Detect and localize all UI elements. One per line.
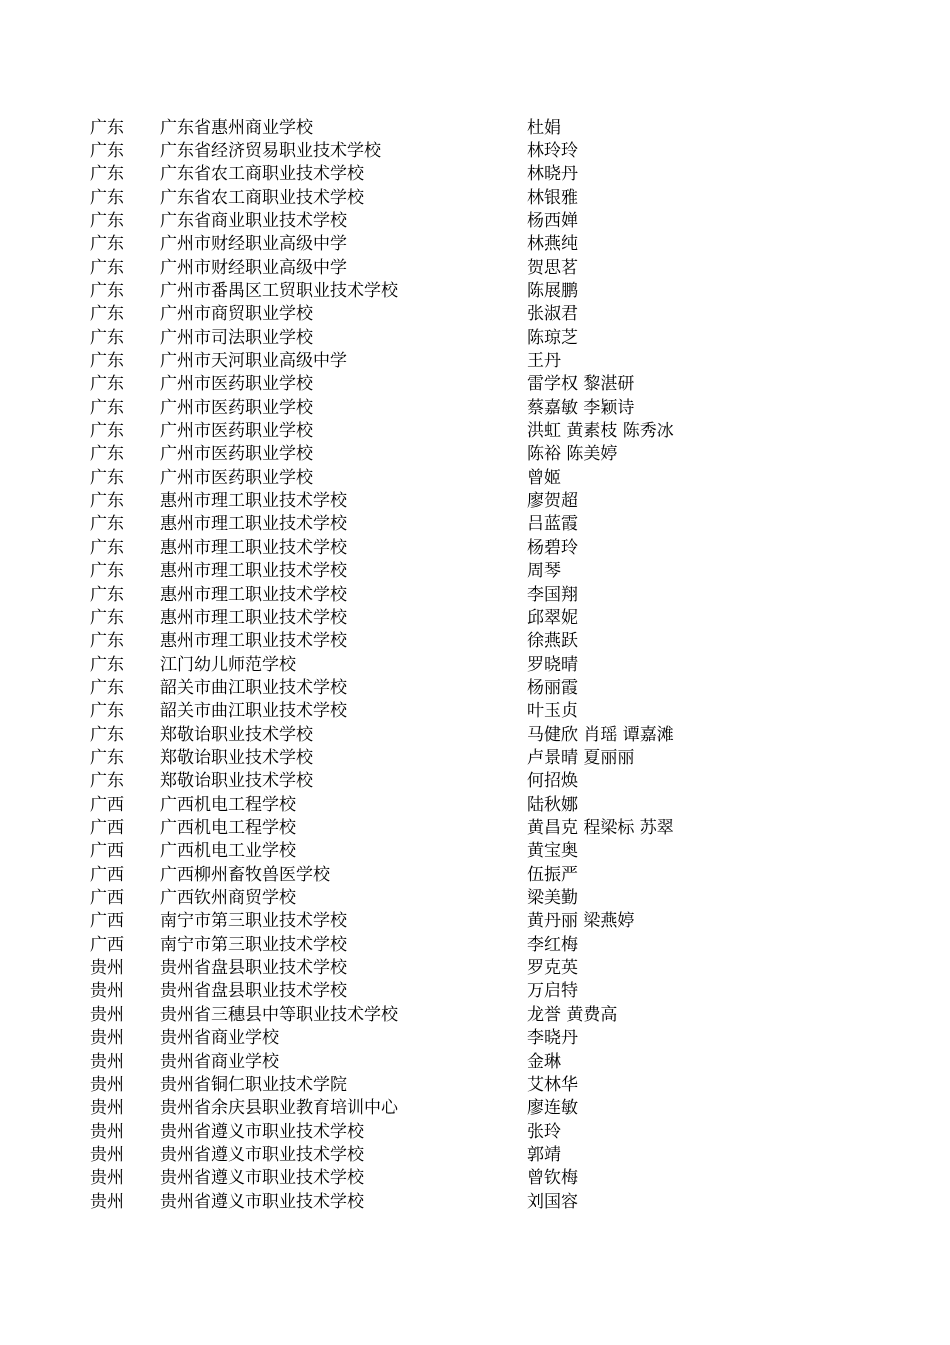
province-cell: 广东	[90, 747, 124, 768]
table-row	[0, 467, 950, 490]
table-row	[0, 350, 950, 373]
province-cell: 广东	[90, 117, 124, 138]
table-row	[0, 864, 950, 887]
province-cell: 贵州	[90, 981, 124, 1002]
school-cell: 广州市医药职业学校	[160, 444, 313, 465]
province-cell: 贵州	[90, 1074, 124, 1095]
table-row	[0, 513, 950, 536]
table-row	[0, 1144, 950, 1167]
province-cell: 广东	[90, 164, 124, 185]
table-row	[0, 280, 950, 303]
school-cell: 韶关市曲江职业技术学校	[160, 701, 347, 722]
province-cell: 贵州	[90, 1144, 124, 1165]
school-cell: 广东省农工商职业技术学校	[160, 187, 364, 208]
province-cell: 贵州	[90, 1028, 124, 1049]
names-cell: 贺思茗	[527, 257, 578, 278]
names-cell: 黄昌克 程梁标 苏翠	[527, 818, 674, 838]
names-cell: 李国翔	[527, 584, 578, 605]
province-cell: 贵州	[90, 958, 124, 979]
table-row	[0, 934, 950, 957]
names-cell: 金琳	[527, 1051, 561, 1072]
province-cell: 广东	[90, 561, 124, 582]
table-row	[0, 1191, 950, 1214]
province-cell: 广东	[90, 631, 124, 652]
names-cell: 龙誉 黄费高	[527, 1004, 618, 1025]
province-cell: 贵州	[90, 1051, 124, 1072]
school-cell: 贵州省遵义市职业技术学校	[160, 1168, 364, 1189]
school-cell: 郑敬诒职业技术学校	[160, 724, 313, 745]
school-cell: 惠州市理工职业技术学校	[160, 514, 347, 535]
names-cell: 卢景晴 夏丽丽	[527, 747, 635, 768]
school-cell: 广西机电工程学校	[160, 818, 296, 838]
names-cell: 罗晓晴	[527, 654, 578, 675]
names-cell: 林银雅	[527, 187, 578, 208]
table-row	[0, 117, 950, 140]
names-cell: 张淑君	[527, 304, 578, 325]
province-cell: 广西	[90, 911, 124, 932]
names-cell: 王丹	[527, 351, 561, 371]
school-cell: 江门幼儿师范学校	[160, 654, 296, 675]
province-cell: 广东	[90, 654, 124, 675]
province-cell: 广东	[90, 444, 124, 465]
names-cell: 曾姬	[527, 467, 561, 488]
school-cell: 惠州市理工职业技术学校	[160, 584, 347, 605]
province-cell: 贵州	[90, 1004, 124, 1025]
province-cell: 广西	[90, 864, 124, 885]
school-cell: 广州市医药职业学校	[160, 397, 313, 418]
school-cell: 郑敬诒职业技术学校	[160, 747, 313, 768]
names-cell: 万启特	[527, 981, 578, 1002]
names-cell: 林玲玲	[527, 140, 578, 161]
table-row	[0, 420, 950, 443]
table-row	[0, 1097, 950, 1120]
school-cell: 郑敬诒职业技术学校	[160, 771, 313, 792]
school-cell: 广西机电工业学校	[160, 841, 296, 862]
province-cell: 广东	[90, 257, 124, 278]
school-cell: 广州市医药职业学校	[160, 421, 313, 442]
names-cell: 杨丽霞	[527, 677, 578, 698]
names-cell: 周琴	[527, 561, 561, 582]
names-cell: 邱翠妮	[527, 607, 578, 628]
names-cell: 罗克英	[527, 958, 578, 979]
school-cell: 广东省农工商职业技术学校	[160, 164, 364, 185]
table-row	[0, 257, 950, 280]
province-cell: 广东	[90, 514, 124, 535]
school-cell: 惠州市理工职业技术学校	[160, 561, 347, 582]
school-cell: 南宁市第三职业技术学校	[160, 911, 347, 932]
names-cell: 廖连敏	[527, 1098, 578, 1119]
names-cell: 杜娟	[527, 117, 561, 138]
names-cell: 洪虹 黄素枝 陈秀冰	[527, 421, 674, 442]
table-row	[0, 187, 950, 210]
province-cell: 广东	[90, 187, 124, 208]
province-cell: 广东	[90, 771, 124, 792]
province-cell: 广东	[90, 397, 124, 418]
school-cell: 广州市医药职业学校	[160, 374, 313, 395]
province-cell: 广东	[90, 280, 124, 301]
table-row	[0, 537, 950, 560]
province-cell: 广东	[90, 584, 124, 605]
table-row	[0, 794, 950, 817]
table-row	[0, 770, 950, 793]
table-row	[0, 443, 950, 466]
table-row	[0, 840, 950, 863]
table-row	[0, 373, 950, 396]
names-cell: 黄丹丽 梁燕婷	[527, 911, 635, 932]
province-cell: 广东	[90, 701, 124, 722]
names-cell: 徐燕跃	[527, 631, 578, 652]
province-cell: 广东	[90, 351, 124, 371]
school-cell: 广东省经济贸易职业技术学校	[160, 140, 381, 161]
table-row	[0, 630, 950, 653]
school-cell: 惠州市理工职业技术学校	[160, 537, 347, 558]
school-cell: 贵州省余庆县职业教育培训中心	[160, 1098, 398, 1119]
names-cell: 陈裕 陈美婷	[527, 444, 618, 465]
school-cell: 贵州省盘县职业技术学校	[160, 958, 347, 979]
names-cell: 马健欣 肖瑶 谭嘉滩	[527, 724, 674, 745]
school-cell: 南宁市第三职业技术学校	[160, 934, 347, 955]
names-cell: 梁美勤	[527, 888, 578, 909]
school-cell: 广西钦州商贸学校	[160, 888, 296, 909]
table-row	[0, 700, 950, 723]
province-cell: 广东	[90, 374, 124, 395]
names-cell: 曾钦梅	[527, 1168, 578, 1189]
names-cell: 雷学权 黎湛研	[527, 374, 635, 395]
table-row	[0, 980, 950, 1003]
names-cell: 艾林华	[527, 1074, 578, 1095]
table-row	[0, 677, 950, 700]
names-cell: 林燕纯	[527, 234, 578, 255]
school-cell: 惠州市理工职业技术学校	[160, 607, 347, 628]
names-cell: 何招焕	[527, 771, 578, 792]
school-cell: 贵州省遵义市职业技术学校	[160, 1144, 364, 1165]
table-row	[0, 397, 950, 420]
table-row	[0, 490, 950, 513]
names-cell: 刘国容	[527, 1191, 578, 1212]
names-cell: 杨西婵	[527, 210, 578, 231]
table-row	[0, 1074, 950, 1097]
school-cell: 广西机电工程学校	[160, 794, 296, 815]
province-cell: 贵州	[90, 1121, 124, 1142]
province-cell: 广西	[90, 794, 124, 815]
names-cell: 李晓丹	[527, 1028, 578, 1049]
school-cell: 惠州市理工职业技术学校	[160, 491, 347, 512]
province-cell: 广东	[90, 724, 124, 745]
table-row	[0, 1004, 950, 1027]
school-cell: 贵州省商业学校	[160, 1028, 279, 1049]
table-row	[0, 163, 950, 186]
names-cell: 蔡嘉敏 李颖诗	[527, 397, 635, 418]
table-row	[0, 747, 950, 770]
names-cell: 廖贺超	[527, 491, 578, 512]
school-cell: 韶关市曲江职业技术学校	[160, 677, 347, 698]
province-cell: 广东	[90, 234, 124, 255]
table-row	[0, 1027, 950, 1050]
province-cell: 广西	[90, 841, 124, 862]
province-cell: 广东	[90, 491, 124, 512]
province-cell: 广东	[90, 467, 124, 488]
province-cell: 贵州	[90, 1168, 124, 1189]
table-row	[0, 817, 950, 840]
names-cell: 林晓丹	[527, 164, 578, 185]
school-cell: 广东省商业职业技术学校	[160, 210, 347, 231]
school-cell: 广东省惠州商业学校	[160, 117, 313, 138]
table-row	[0, 1121, 950, 1144]
school-cell: 广州市商贸职业学校	[160, 304, 313, 325]
table-row	[0, 1167, 950, 1190]
school-cell: 广西柳州畜牧兽医学校	[160, 864, 330, 885]
table-row	[0, 910, 950, 933]
province-cell: 广东	[90, 677, 124, 698]
province-cell: 广东	[90, 327, 124, 348]
names-cell: 陈展鹏	[527, 280, 578, 301]
province-cell: 广东	[90, 421, 124, 442]
table-row	[0, 303, 950, 326]
table-row	[0, 887, 950, 910]
names-cell: 吕蓝霞	[527, 514, 578, 535]
names-cell: 李红梅	[527, 934, 578, 955]
province-cell: 广东	[90, 210, 124, 231]
school-cell: 惠州市理工职业技术学校	[160, 631, 347, 652]
names-cell: 黄宝奥	[527, 841, 578, 862]
table-row	[0, 210, 950, 233]
table-row	[0, 957, 950, 980]
names-cell: 张玲	[527, 1121, 561, 1142]
province-cell: 广东	[90, 304, 124, 325]
province-cell: 广东	[90, 537, 124, 558]
table-row	[0, 233, 950, 256]
province-cell: 广东	[90, 140, 124, 161]
table-row	[0, 584, 950, 607]
table-row	[0, 560, 950, 583]
school-cell: 贵州省三穗县中等职业技术学校	[160, 1004, 398, 1025]
school-cell: 广州市天河职业高级中学	[160, 351, 347, 371]
province-cell: 贵州	[90, 1098, 124, 1119]
names-cell: 杨碧玲	[527, 537, 578, 558]
table-row	[0, 607, 950, 630]
school-cell: 贵州省遵义市职业技术学校	[160, 1121, 364, 1142]
table-row	[0, 1051, 950, 1074]
school-cell: 广州市番禺区工贸职业技术学校	[160, 280, 398, 301]
school-cell: 贵州省铜仁职业技术学院	[160, 1074, 347, 1095]
names-cell: 伍振严	[527, 864, 578, 885]
school-cell: 广州市财经职业高级中学	[160, 257, 347, 278]
names-cell: 叶玉贞	[527, 701, 578, 722]
province-cell: 广西	[90, 934, 124, 955]
table-row	[0, 327, 950, 350]
province-cell: 贵州	[90, 1191, 124, 1212]
table-row	[0, 654, 950, 677]
school-cell: 贵州省遵义市职业技术学校	[160, 1191, 364, 1212]
school-cell: 广州市医药职业学校	[160, 467, 313, 488]
table-row	[0, 724, 950, 747]
school-cell: 贵州省商业学校	[160, 1051, 279, 1072]
province-cell: 广西	[90, 818, 124, 838]
names-cell: 郭靖	[527, 1144, 561, 1165]
province-cell: 广东	[90, 607, 124, 628]
province-cell: 广西	[90, 888, 124, 909]
names-cell: 陈琼芝	[527, 327, 578, 348]
table-row	[0, 140, 950, 163]
school-cell: 广州市司法职业学校	[160, 327, 313, 348]
school-cell: 广州市财经职业高级中学	[160, 234, 347, 255]
names-cell: 陆秋娜	[527, 794, 578, 815]
school-cell: 贵州省盘县职业技术学校	[160, 981, 347, 1002]
